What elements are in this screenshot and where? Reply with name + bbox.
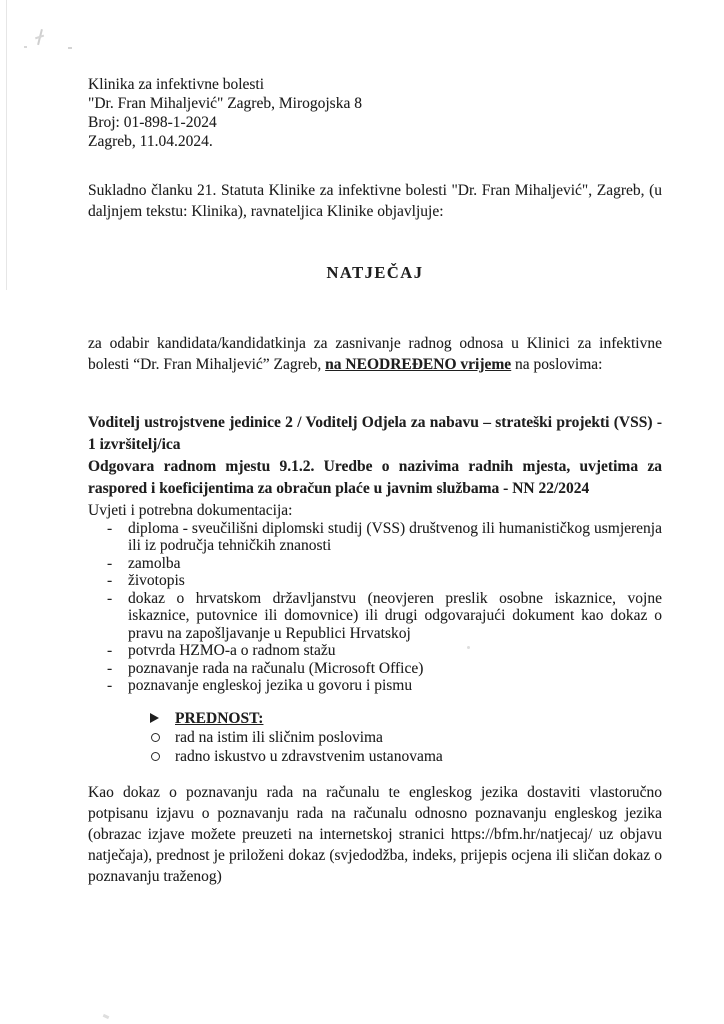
- subject-text-pre: za odabir kandidata/kandidatkinja za zasnivanje radnog odnosa u Klinici za infektivne bolesti “Dr. Fran Mihaljević” Zagreb,: [88, 335, 662, 373]
- dash-bullet-icon: -: [107, 659, 113, 677]
- list-item: [88, 520, 662, 555]
- list-item-text: dokaz o hrvatskom državljanstvu (neovjeren preslik osobne iskaznice, vojne iskaznice, putovnice ili domovnice) ili drugi odgovarajući dokument kao dokaz o pravu na zapošljavanje u Republici Hrvatskoj: [128, 589, 662, 642]
- pencil-mark: [24, 46, 27, 48]
- list-item-text: radno iskustvo u zdravstvenim ustanovama: [175, 747, 443, 765]
- org-name: Klinika za infektivne bolesti: [88, 76, 265, 93]
- dash-bullet-icon: -: [107, 554, 113, 572]
- dash-bullet-icon: -: [107, 519, 113, 537]
- scan-speck: [103, 1014, 110, 1019]
- list-item: [88, 555, 662, 573]
- advantage-heading-row: [150, 709, 662, 728]
- circle-bullet-icon: [151, 733, 160, 742]
- doc-place-date: Zagreb, 11.04.2024.: [88, 133, 213, 150]
- letterhead: [88, 75, 662, 151]
- advantage-heading: PREDNOST:: [175, 709, 264, 727]
- position-title: Voditelj ustrojstvene jedinice 2 / Voditelj Odjela za nabavu – strateški projekti (VSS) - 1 izvršitelj/ica: [88, 414, 662, 453]
- list-item: [150, 728, 662, 747]
- list-item-text: potvrda HZMO-a o radnom stažu: [128, 642, 336, 659]
- org-address: "Dr. Fran Mihaljević" Zagreb, Mirogojska 8: [88, 95, 362, 112]
- closing-paragraph: Kao dokaz o poznavanju rada na računalu te engleskog jezika dostaviti vlastoručno potpisanu izjavu o poznavanju rada na računalu odnosno poznavanju engleskog jezika (obrazac izjave možete preuzeti na internetskoj stranici https://bfm.hr/natjecaj/ uz objavu natječaja), prednost je priloženi dokaz (svjedodžba, indeks, prijepis ocjena ili sličan dokaz o poznavanju traženog): [88, 783, 662, 885]
- list-item: [88, 660, 662, 678]
- list-item: [88, 590, 662, 643]
- position-block: [88, 412, 662, 500]
- requirements-heading: Uvjeti i potrebna dokumentacija:: [88, 502, 293, 519]
- document-content: [88, 75, 662, 887]
- subject-text-post: na poslovima:: [515, 356, 603, 373]
- list-item: [150, 747, 662, 766]
- scan-edge-artifact: [6, 0, 7, 290]
- list-item-text: poznavanje engleskoj jezika u govoru i pismu: [128, 677, 413, 694]
- requirements-section: [88, 502, 662, 695]
- list-item-text: zamolba: [128, 554, 181, 572]
- doc-number: Broj: 01-898-1-2024: [88, 114, 217, 131]
- subject-emphasis: na NEODREĐENO vrijeme: [325, 356, 512, 373]
- dash-bullet-icon: -: [107, 572, 113, 589]
- list-item-text: poznavanje rada na računalu (Microsoft Office): [128, 659, 424, 677]
- circle-bullet-icon: [151, 752, 160, 761]
- list-item-text: diploma - sveučilišni diplomski studij (VSS) društvenog ili humanističkog usmjerenja ili iz područja tehničkih znanosti: [128, 519, 662, 554]
- position-regulation: Odgovara radnom mjestu 9.1.2. Uredbe o nazivima radnih mjesta, uvjetima za raspored i koeficijentima za obračun plaće u javnim službama - NN 22/2024: [88, 458, 662, 497]
- list-item: [88, 677, 662, 695]
- requirements-list: [88, 520, 662, 695]
- advantage-section: [150, 709, 662, 766]
- dash-bullet-icon: -: [107, 642, 113, 659]
- intro-paragraph: Sukladno članku 21. Statuta Klinike za infektivne bolesti "Dr. Fran Mihaljević", Zagreb, (u daljnjem tekstu: Klinika), ravnateljica Klinike objavljuje:: [88, 182, 662, 220]
- subject-paragraph: [88, 333, 662, 375]
- list-item-text: životopis: [128, 572, 185, 589]
- document-title: NATJEČAJ: [326, 263, 424, 282]
- list-item: [88, 572, 662, 590]
- list-item-text: rad na istim ili sličnim poslovima: [175, 728, 383, 746]
- list-item: [88, 642, 662, 660]
- arrowhead-bullet-icon: [150, 713, 159, 723]
- pencil-mark: [68, 47, 72, 49]
- dash-bullet-icon: -: [107, 677, 113, 694]
- dash-bullet-icon: -: [107, 589, 113, 607]
